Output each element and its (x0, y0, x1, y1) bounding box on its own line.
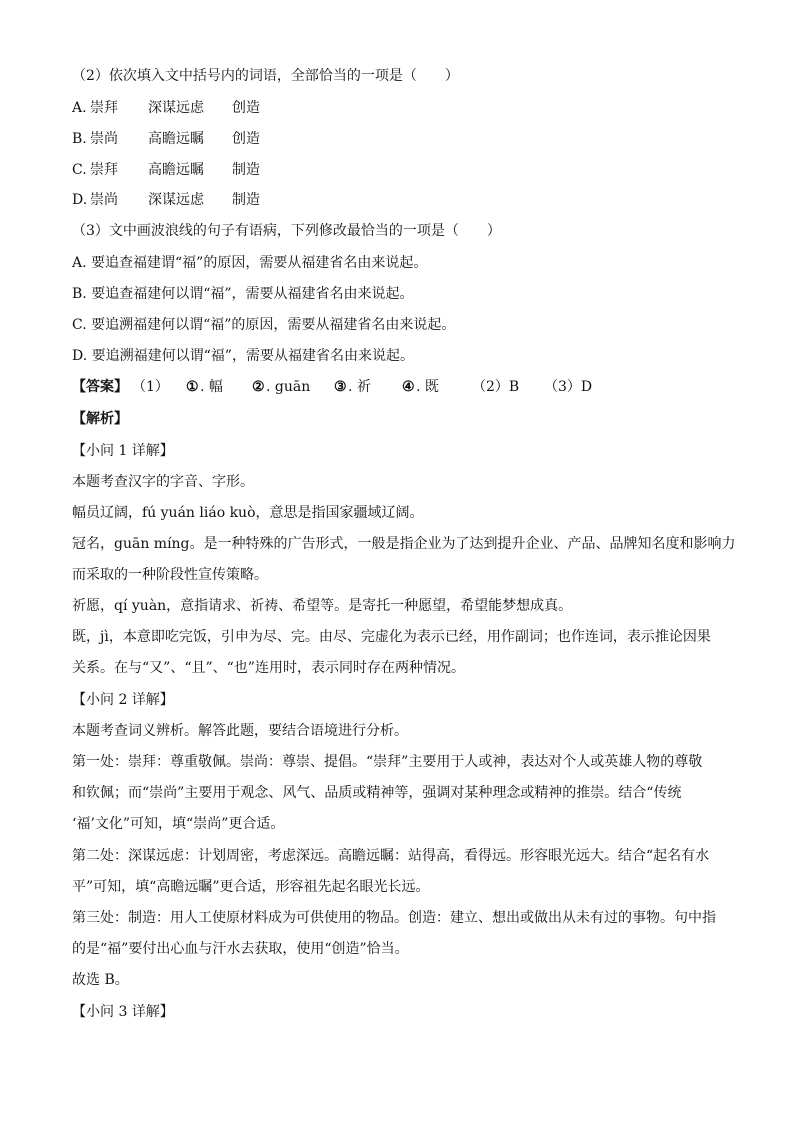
s1-line: 而采取的一种阶段性宣传策略。 (72, 567, 268, 583)
option-word-3: 创造 (232, 131, 260, 147)
analysis-label: 【解析】 (72, 411, 128, 427)
s1-line: 关系。在与“又”、“且”、“也”连用时，表示同时存在两种情况。 (72, 660, 465, 676)
s1-line: 既，jì，本意即吃完饭，引申为尽、完。由尽、完虚化为表示已经，用作副词；也作连词，表示推论因果 (72, 629, 711, 645)
option-letter: D. (72, 192, 88, 208)
option-letter: A. (72, 100, 87, 116)
q3-option-a: A. 要追查福建谓“福”的原因，需要从福建省名由来说起。 (72, 255, 428, 271)
option-letter: B. (72, 131, 87, 147)
option-word-1: 崇尚 (90, 192, 118, 208)
answer-part-1: （1） (132, 379, 169, 395)
q3-option-b: B. 要追查福建何以谓“福”，需要从福建省名由来说起。 (72, 286, 414, 302)
s1-line: 冠名，guān míng。是一种特殊的广告形式，一般是指企业为了达到提升企业、产品、品牌知名度和影响力 (72, 536, 736, 552)
s2-line: 本题考查词义辨析。解答此题，要结合语境进行分析。 (72, 723, 408, 739)
answer-value-2: . guān (266, 379, 311, 395)
subquestion-3-title: 【小问 3 详解】 (72, 1004, 174, 1020)
option-word-2: 深谋远虑 (148, 192, 204, 208)
s2-line: 故选 B。 (72, 972, 129, 988)
s1-line: 本题考查汉字的字音、字形。 (72, 474, 254, 490)
option-word-2: 高瞻远瞩 (148, 131, 204, 147)
option-word-2: 高瞻远瞩 (148, 162, 204, 178)
q2-stem: （2）依次填入文中括号内的词语，全部恰当的一项是（ ） (72, 68, 459, 84)
q3-stem: （3）文中画波浪线的句子有语病，下列修改最恰当的一项是（ ） (72, 223, 501, 239)
option-word-1: 崇拜 (90, 162, 118, 178)
s2-line: ‘福’文化”可知，填“崇尚”更合适。 (72, 816, 285, 832)
option-word-3: 制造 (232, 192, 260, 208)
answer-index-4: ④ (402, 379, 415, 395)
option-word-3: 创造 (232, 100, 260, 116)
answer-value-4: . 既 (416, 379, 439, 395)
answer-index-1: ① (186, 379, 199, 395)
answer-value-3: . 祈 (348, 379, 371, 395)
option-word-1: 崇尚 (90, 131, 118, 147)
s2-line: 第二处：深谋远虑：计划周密，考虑深远。高瞻远瞩：站得高，看得远。形容眼光远大。结合“起名有水 (72, 848, 710, 864)
answer-index-2: ② (252, 379, 265, 395)
q3-option-d: D. 要追溯福建何以谓“福”，需要从福建省名由来说起。 (72, 348, 414, 364)
s2-line: 和钦佩；而“崇尚”主要用于观念、风气、品质或精神等，强调对某种理念或精神的推崇。结合“传统 (72, 785, 682, 801)
option-word-2: 深谋远虑 (148, 100, 204, 116)
s2-line: 平”可知，填“高瞻远瞩”更合适，形容祖先起名眼光长远。 (72, 879, 430, 895)
q3-option-c: C. 要追溯福建何以谓“福”的原因，需要从福建省名由来说起。 (72, 317, 456, 333)
answer-part-3: （3）D (544, 379, 593, 395)
answer-value-1: . 幅 (200, 379, 223, 395)
answer-index-3: ③ (334, 379, 347, 395)
s1-line: 幅员辽阔，fú yuán liáo kuò，意思是指国家疆域辽阔。 (72, 505, 424, 521)
answer-part-2: （2）B (472, 379, 520, 395)
answer-label: 【答案】 (72, 379, 128, 395)
s2-line: 第一处：崇拜：尊重敬佩。崇尚：尊崇、提倡。“崇拜”主要用于人或神，表达对个人或英雄人物的尊敬 (72, 754, 703, 770)
s2-line: 的是“福”要付出心血与汗水去获取，使用“创造”恰当。 (72, 941, 409, 957)
subquestion-2-title: 【小问 2 详解】 (72, 692, 174, 708)
s1-line: 祈愿，qí yuàn，意指请求、祈祷、希望等。是寄托一种愿望，希望能梦想成真。 (72, 598, 573, 614)
subquestion-1-title: 【小问 1 详解】 (72, 443, 174, 459)
option-word-1: 崇拜 (90, 100, 118, 116)
option-letter: C. (72, 162, 87, 178)
s2-line: 第三处：制造：用人工使原材料成为可供使用的物品。创造：建立、想出或做出从未有过的事物。句中指 (72, 910, 716, 926)
option-word-3: 制造 (232, 162, 260, 178)
